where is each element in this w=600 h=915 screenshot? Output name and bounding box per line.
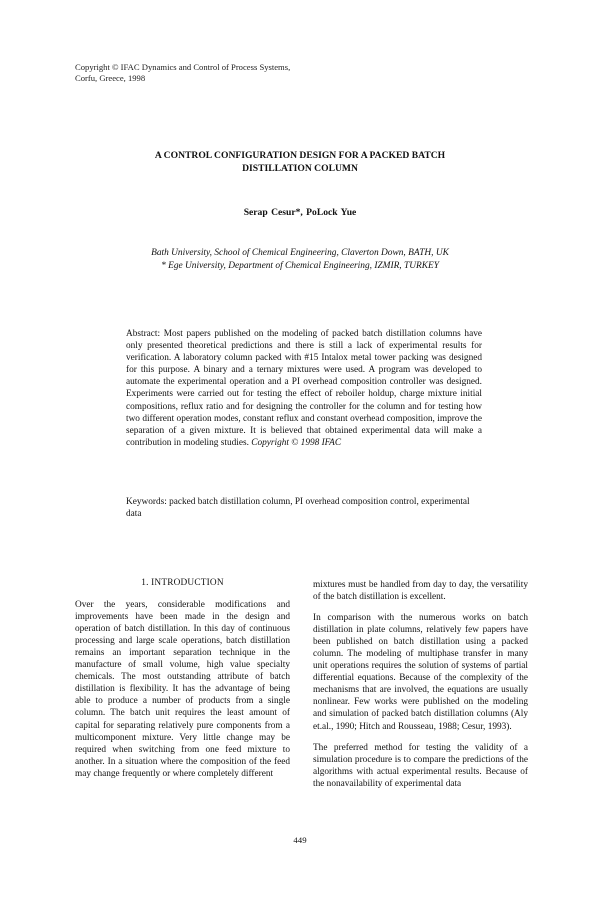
- paper-title: [100, 150, 500, 175]
- right-paragraph-3: The preferred method for testing the validity of a simulation procedure is to compare the predictions of the algorithms with actual experimental results. Because of the nonavailability of experimental data: [313, 742, 528, 789]
- section-heading-introduction: 1. INTRODUCTION: [141, 578, 224, 588]
- keywords: Keywords: packed batch distillation column, PI overhead composition control, experimental data: [126, 497, 470, 520]
- right-column: [313, 579, 528, 790]
- authors: Serap Cesur*, PoLock Yue: [243, 207, 357, 218]
- affiliations: [80, 247, 520, 273]
- affiliation-1: Bath University, School of Chemical Engineering, Claverton Down, BATH, UK: [151, 248, 449, 258]
- abstract-text: Abstract: Most papers published on the modeling of packed batch distillation columns have only presented theoretical predictions and there is still a lack of experimental results for verification. A laboratory column packed with #15 Intalox metal tower packing was designed for this purpose. A binary and a ternary mixtures were used. A program was developed to automate the experimental operation and a PI overhead composition controller was designed. Experiments were carried out for testing the effect of reboiler holdup, charge mixture initial compositions, reflux ratio and for designing the controller for the column and for testing how two different operation modes, constant reflux and constant overhead composition, improve the separation of a given mixture. It is believed that obtained experimental data will make a contribution in modeling studies.: [126, 329, 482, 448]
- affiliation-2: * Ege University, Department of Chemical Engineering, IZMIR, TURKEY: [161, 261, 439, 271]
- title-line-1: A CONTROL CONFIGURATION DESIGN FOR A PACKED BATCH: [154, 150, 446, 161]
- right-paragraph-2: In comparison with the numerous works on batch distillation in plate columns, relatively few papers have been published on batch distillation using a packed column. The modeling of multiphase transfer in many unit operations requires the solution of systems of partial differential equations. Because of the complexity of the mechanisms that are involved, the equations are usually nonlinear. Few works were published on the modeling and simulation of packed batch distillation columns (Aly et.al., 1990; Hitch and Rousseau, 1988; Cesur, 1993).: [313, 613, 528, 732]
- abstract: [126, 328, 482, 449]
- copyright-line-2: Corfu, Greece, 1998: [75, 73, 146, 83]
- page-number: 449: [293, 835, 307, 845]
- left-column: [75, 577, 290, 780]
- intro-paragraph-1: Over the years, considerable modifications and improvements have been made in the design and operation of batch distillation. In this day of continuous processing and large scale operations, batch distillation remains an important separation technique in the manufacture of small volume, high value specialty chemicals. The most outstanding attribute of batch distillation is flexibility. It has the advantage of being able to produce a number of products from a single column. The batch unit requires the least amount of capital for separating relatively pure components from a multicomponent mixture. Very little change may be required when switching from one feed mixture to another. In a situation where the composition of the feed may change frequently or where completely different: [75, 600, 290, 779]
- right-paragraph-1: mixtures must be handled from day to day, the versatility of the batch distillation is excellent.: [313, 580, 528, 603]
- abstract-copyright: Copyright © 1998 IFAC: [251, 437, 342, 448]
- copyright-line-1: Copyright © IFAC Dynamics and Control of Process Systems,: [75, 62, 291, 72]
- copyright-notice: [75, 62, 375, 84]
- title-line-2: DISTILLATION COLUMN: [242, 162, 358, 174]
